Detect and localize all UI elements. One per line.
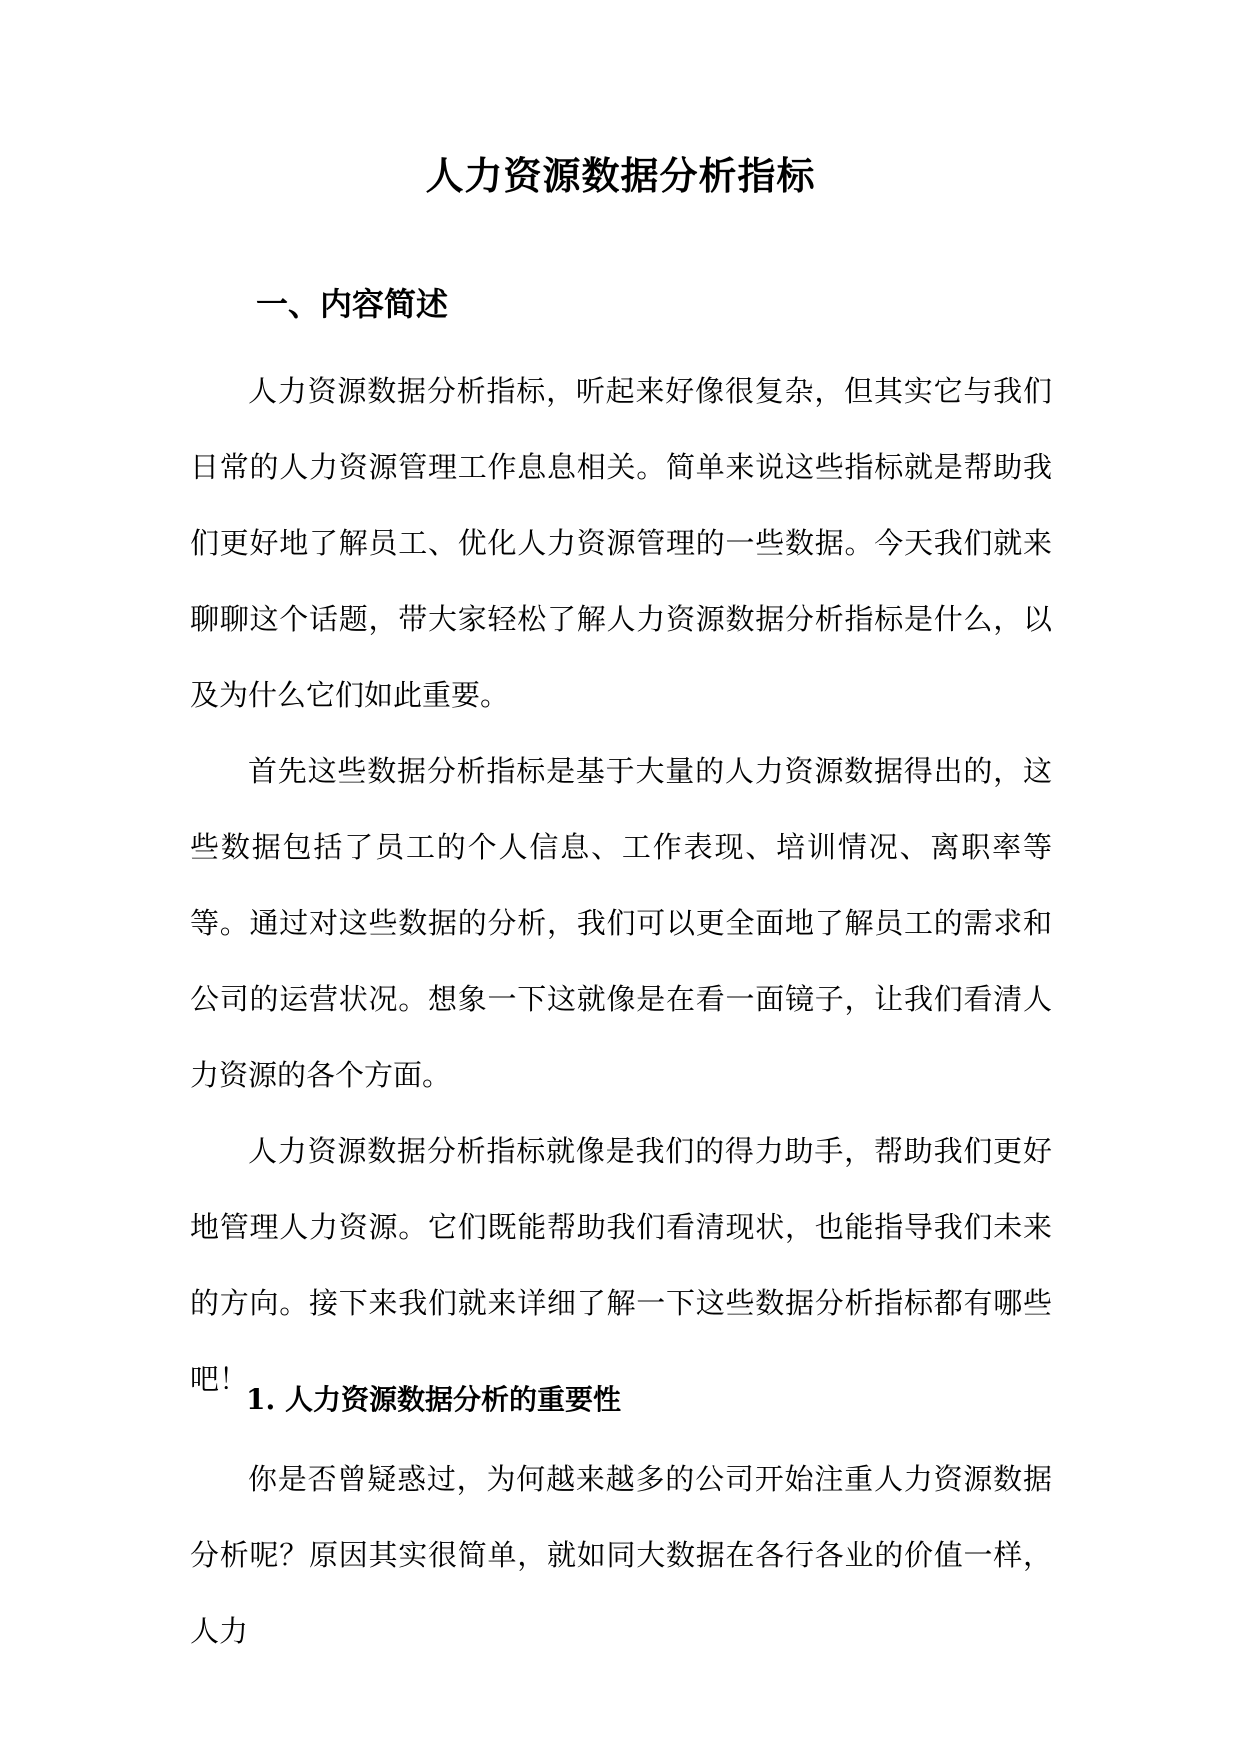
section-heading: 一、内容简述 <box>256 285 449 323</box>
paragraph: 人力资源数据分析指标就像是我们的得力助手，帮助我们更好地管理人力资源。它们既能帮助我们看清现状，也能指导我们未来的方向。接下来我们就来详细了解一下这些数据分析指标都有哪些吧！ <box>190 1134 1052 1396</box>
paragraph: 你是否曾疑惑过，为何越来越多的公司开始注重人力资源数据分析呢？原因其实很简单，就如同大数据在各行各业的价值一样，人力 <box>190 1462 1052 1648</box>
document-title: 人力资源数据分析指标 <box>425 153 816 198</box>
paragraph: 人力资源数据分析指标，听起来好像很复杂，但其实它与我们日常的人力资源管理工作息息相关。简单来说这些指标就是帮助我们更好地了解员工、优化人力资源管理的一些数据。今天我们就来聊聊这个话题，带大家轻松了解人力资源数据分析指标是什么，以及为什么它们如此重要。 <box>190 374 1052 712</box>
paragraph: 首先这些数据分析指标是基于大量的人力资源数据得出的，这些数据包括了员工的个人信息、工作表现、培训情况、离职率等等。通过对这些数据的分析，我们可以更全面地了解员工的需求和公司的运营状况。想象一下这就像是在看一面镜子，让我们看清人力资源的各个方面。 <box>190 754 1052 1092</box>
subsection-heading: 1. 人力资源数据分析的重要性 <box>246 1383 621 1416</box>
